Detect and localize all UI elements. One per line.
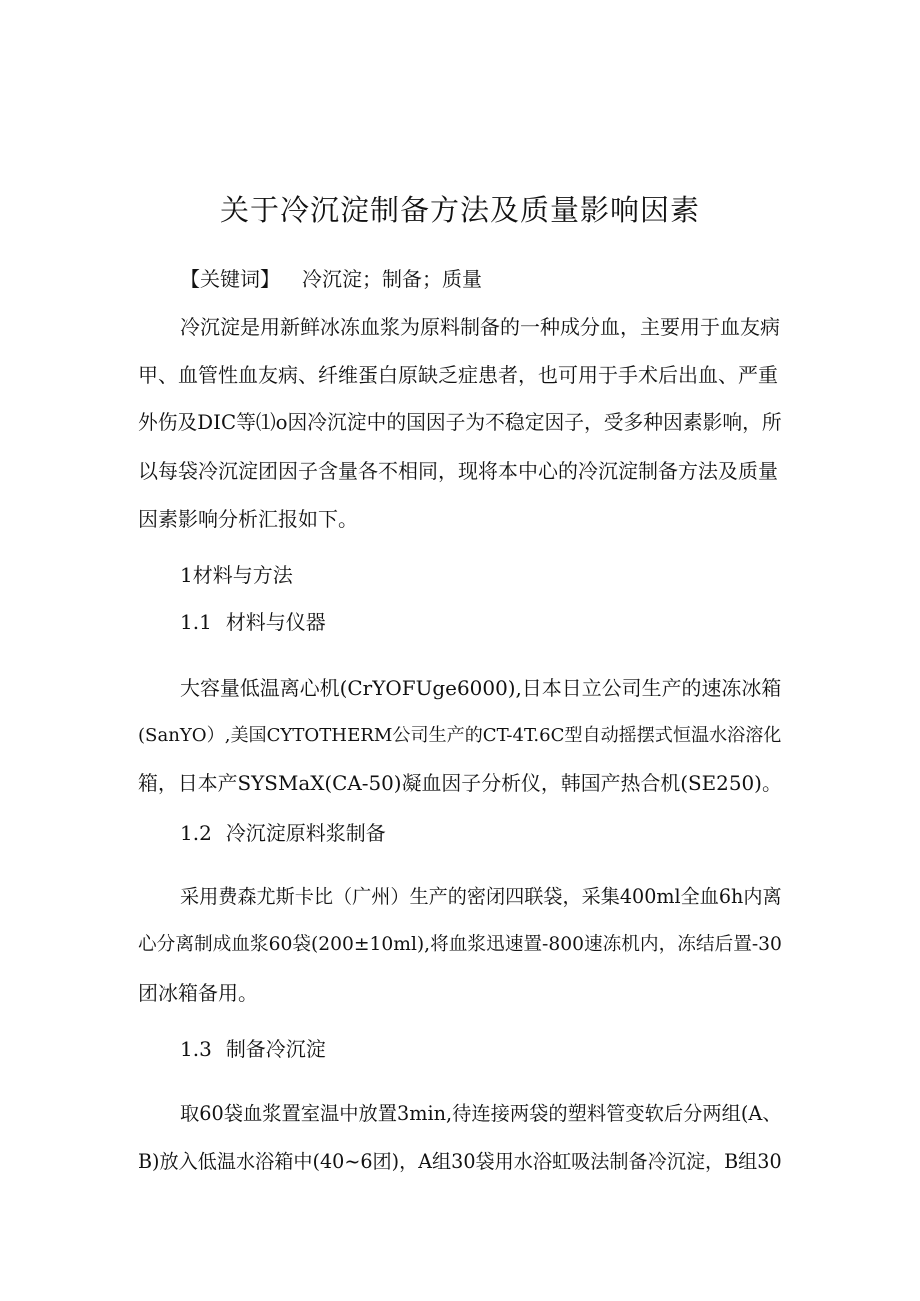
section-number: 1.3 (180, 1037, 212, 1061)
section-heading-1-1 (180, 607, 326, 637)
section-title: 冷沉淀原料浆制备 (225, 821, 386, 845)
section-number: 1.2 (180, 821, 212, 845)
document-title: 关于冷沉淀制备方法及质量影响因素 (219, 193, 700, 227)
paragraph-line: (SanYO）,美国CYTOTHERM公司生产的CT-4T.6C型自动摇摆式恒温水浴溶化 (138, 725, 782, 746)
keywords-label: 【关键词】 (180, 267, 280, 291)
paragraph-line: 冷沉淀是用新鲜冰冻血浆为原料制备的一种成分血，主要用于血友病 (180, 315, 780, 339)
paragraph-line: 箱，日本产SYSMaX(CA-50)凝血因子分析仪，韩国产热合机(SE250)。 (138, 772, 782, 795)
paragraph-line: 取60袋血浆置室温中放置3min,待连接两袋的塑料管变软后分两组(A、 (180, 1102, 782, 1125)
paragraph-line: 甲、血管性血友病、纤维蛋白原缺乏症患者，也可用于手术后出血、严重 (138, 363, 778, 387)
keywords-text: 冷沉淀；制备；质量 (302, 267, 482, 291)
section-heading-1-3 (180, 1034, 326, 1064)
paragraph-line: 采用费森尤斯卡比（广州）生产的密闭四联袋，采集400ml全血6h内离 (180, 885, 782, 908)
section-number: 1.1 (180, 610, 212, 634)
paragraph-line: 团冰箱备用。 (138, 981, 258, 1005)
paragraph-line: 以每袋冷沉淀团因子含量各不相同，现将本中心的冷沉淀制备方法及质量 (138, 459, 778, 483)
paragraph-line: 心分离制成血浆60袋(200±10ml),将血浆迅速置-800速冻机内，冻结后置-30 (138, 934, 782, 955)
section-heading-1-2 (180, 818, 386, 848)
section-heading-1: 1材料与方法 (180, 563, 293, 587)
keywords-line (180, 264, 482, 294)
paragraph-line: 因素影响分析汇报如下。 (138, 507, 358, 531)
paragraph-line: B)放入低温水浴箱中(40~6团)，A组30袋用水浴虹吸法制备冷沉淀，B组30 (138, 1150, 782, 1173)
section-title: 材料与仪器 (225, 610, 326, 634)
section-title: 制备冷沉淀 (225, 1037, 326, 1061)
paragraph-line: 大容量低温离心机(CrYOFUge6000),日本日立公司生产的速冻冰箱 (180, 676, 782, 700)
paragraph-line: 外伤及DIC等⑴o因冷沉淀中的国因子为不稳定因子，受多种因素影响，所 (138, 411, 782, 434)
